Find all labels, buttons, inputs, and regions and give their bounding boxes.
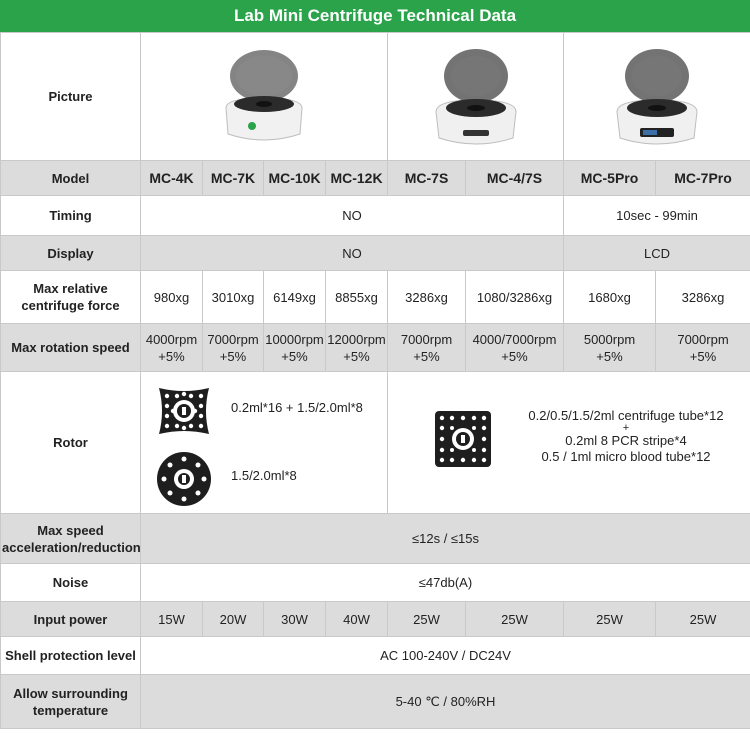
speed-cell — [203, 324, 264, 372]
rcf-cell: 8855xg — [326, 271, 388, 324]
shell-label: Shell protection level — [1, 637, 141, 675]
accel-value: ≤12s / ≤15s — [141, 514, 750, 564]
speed-cell — [466, 324, 564, 372]
speed-rpm: 12000rpm — [327, 331, 386, 347]
rcf-cell: 980xg — [141, 271, 203, 324]
temp-label — [1, 675, 141, 729]
timing-value-basic: NO — [141, 196, 564, 236]
model-cell: MC-4/7S — [466, 161, 564, 196]
model-row — [1, 161, 750, 196]
speed-tolerance: +5% — [596, 348, 623, 364]
rcf-cell: 1080/3286xg — [466, 271, 564, 324]
noise-row — [1, 564, 750, 602]
temp-label-line2: temperature — [32, 702, 109, 718]
shell-value: AC 100-240V / DC24V — [141, 637, 750, 675]
speed-tolerance: +5% — [343, 348, 370, 364]
power-cell: 25W — [564, 602, 656, 637]
speed-rpm: 10000rpm — [265, 331, 324, 347]
rotor-cell-s-pro-series — [388, 372, 750, 514]
model-cell: MC-12K — [326, 161, 388, 196]
centrifuge-k-image — [204, 42, 324, 152]
speed-cell — [326, 324, 388, 372]
timing-value-pro: 10sec - 99min — [564, 196, 750, 236]
speed-rpm: 5000rpm — [583, 331, 636, 347]
rcf-cell: 3286xg — [656, 271, 750, 324]
rotor-spec-line: + — [622, 422, 630, 434]
rotor-cell-k-series — [141, 372, 388, 514]
power-cell: 25W — [388, 602, 466, 637]
rcf-label-line2: centrifuge force — [21, 298, 120, 313]
accel-label-line2: acceleration/reduction — [2, 539, 141, 555]
rcf-row — [1, 271, 750, 324]
speed-row — [1, 324, 750, 372]
rcf-cell: 3286xg — [388, 271, 466, 324]
display-row — [1, 236, 750, 271]
noise-value: ≤47db(A) — [141, 564, 750, 602]
speed-cell — [388, 324, 466, 372]
speed-rpm: 7000rpm — [400, 331, 453, 347]
timing-label: Timing — [1, 196, 141, 236]
picture-mc-pro-series — [564, 33, 750, 161]
shell-row — [1, 637, 750, 675]
model-label: Model — [1, 161, 141, 196]
rcf-cell: 3010xg — [203, 271, 264, 324]
power-cell: 30W — [264, 602, 326, 637]
power-row — [1, 602, 750, 637]
speed-rpm: 4000/7000rpm — [472, 331, 557, 347]
model-cell: MC-7S — [388, 161, 466, 196]
universal-rotor-icon — [432, 408, 494, 470]
speed-rpm: 4000rpm — [145, 331, 198, 347]
power-cell: 25W — [656, 602, 750, 637]
speed-tolerance: +5% — [501, 348, 528, 364]
rcf-cell: 1680xg — [564, 271, 656, 324]
model-cell: MC-5Pro — [564, 161, 656, 196]
centrifuge-pro-image — [602, 42, 712, 152]
speed-tolerance: +5% — [158, 348, 185, 364]
accel-label-line1: Max speed — [37, 522, 104, 538]
noise-label: Noise — [1, 564, 141, 602]
display-label: Display — [1, 236, 141, 271]
model-cell: MC-10K — [264, 161, 326, 196]
model-cell: MC-7K — [203, 161, 264, 196]
speed-rpm: 7000rpm — [207, 331, 259, 347]
speed-label: Max rotation speed — [1, 324, 141, 372]
rcf-label-line1: Max relative — [33, 281, 108, 296]
speed-tolerance: +5% — [689, 348, 717, 364]
speed-cell — [564, 324, 656, 372]
temp-label-line1: Allow surrounding — [13, 685, 128, 701]
speed-cell — [656, 324, 750, 372]
centrifuge-s-image — [421, 42, 531, 152]
model-cell: MC-7Pro — [656, 161, 750, 196]
picture-mc-k-series — [141, 33, 388, 161]
timing-row — [1, 196, 750, 236]
picture-label: Picture — [1, 33, 141, 161]
rotor-combo-spec: 0.2ml*16 + 1.5/2.0ml*8 — [231, 400, 363, 415]
rotor-row — [1, 372, 750, 514]
rotor-spec-line: 0.2ml 8 PCR stripe*4 — [565, 433, 687, 448]
speed-rpm: 7000rpm — [677, 331, 729, 347]
combo-rotor-icon — [153, 380, 215, 442]
rotor-tube-spec: 1.5/2.0ml*8 — [231, 468, 297, 483]
rotor-spec-line: 0.2/0.5/1.5/2ml centrifuge tube*12 — [528, 408, 724, 423]
tube-rotor-icon — [155, 450, 213, 508]
rcf-label — [1, 271, 141, 324]
temp-row — [1, 675, 750, 729]
picture-row — [1, 33, 750, 161]
speed-cell — [141, 324, 203, 372]
rotor-universal-spec — [500, 408, 750, 465]
power-cell: 40W — [326, 602, 388, 637]
accel-row — [1, 514, 750, 564]
rotor-label: Rotor — [1, 372, 141, 514]
rcf-cell: 6149xg — [264, 271, 326, 324]
power-cell: 20W — [203, 602, 264, 637]
speed-tolerance: +5% — [219, 348, 247, 364]
accel-label — [1, 514, 141, 564]
display-value-pro: LCD — [564, 236, 750, 271]
speed-tolerance: +5% — [413, 348, 440, 364]
page-title: Lab Mini Centrifuge Technical Data — [0, 0, 750, 32]
speed-tolerance: +5% — [281, 348, 308, 364]
power-cell: 25W — [466, 602, 564, 637]
temp-value: 5-40 ℃ / 80%RH — [141, 675, 750, 729]
picture-mc-s-series — [388, 33, 564, 161]
power-cell: 15W — [141, 602, 203, 637]
speed-cell — [264, 324, 326, 372]
model-cell: MC-4K — [141, 161, 203, 196]
rotor-spec-line: 0.5 / 1ml micro blood tube*12 — [541, 449, 711, 464]
power-label: Input power — [1, 602, 141, 637]
spec-table — [0, 32, 750, 729]
display-value-basic: NO — [141, 236, 564, 271]
